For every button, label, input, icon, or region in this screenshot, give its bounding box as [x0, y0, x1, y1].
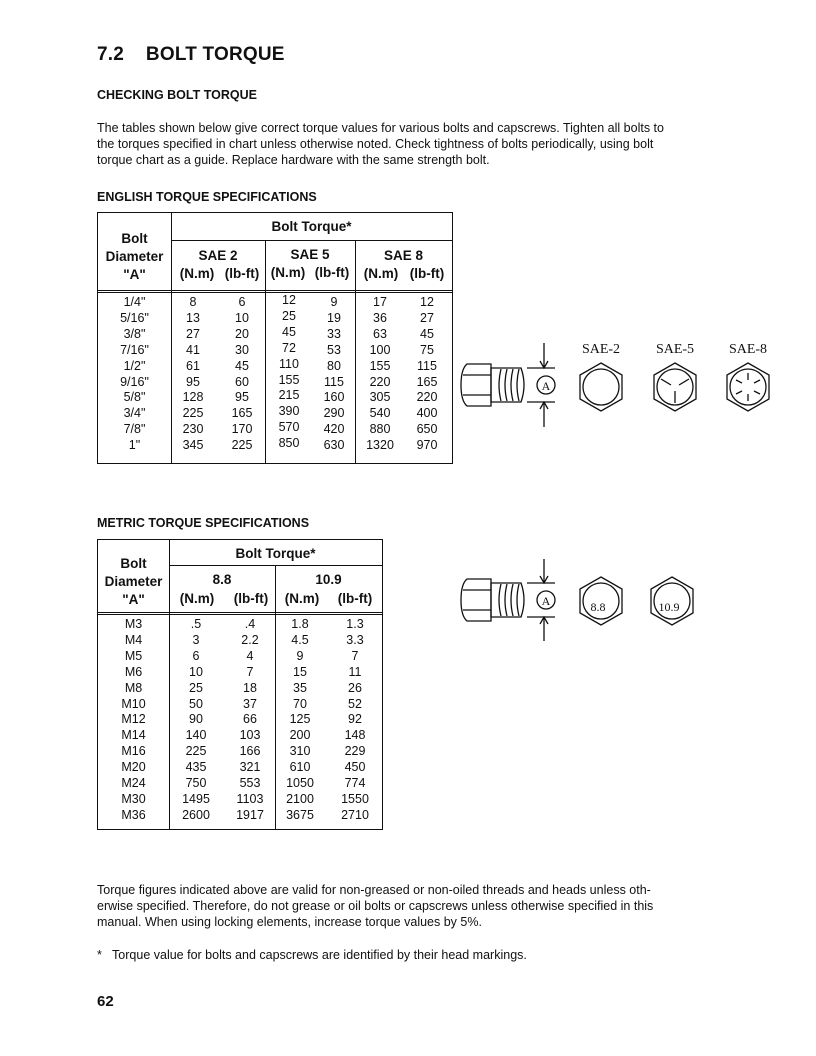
table-cell: 225	[185, 744, 207, 759]
table-cell: .5	[190, 617, 202, 631]
english-specs-heading: ENGLISH TORQUE SPECIFICATIONS	[97, 190, 317, 204]
table-cell: M6	[124, 664, 143, 679]
table-cell: 4.5	[291, 632, 309, 647]
table-cell: 7/16"	[120, 342, 149, 357]
table-cell: 50	[189, 696, 203, 711]
table-cell: 60	[235, 374, 249, 389]
table-cell: 3/8"	[123, 326, 146, 341]
table-cell: 3675	[286, 807, 314, 822]
table-cell: 27	[420, 310, 434, 325]
table-cell: 52	[348, 696, 362, 711]
table-cell: 200	[289, 728, 311, 743]
column-sae2-nm	[175, 295, 211, 454]
header-line: "A"	[122, 592, 145, 607]
table-cell: 1"	[128, 438, 141, 453]
dimension-a-label: A	[541, 594, 551, 608]
table-cell: 63	[373, 326, 387, 341]
column-10-9-nm	[280, 617, 320, 824]
table-cell: M12	[121, 712, 146, 727]
grade-10-9-head-label: 10.9	[658, 600, 680, 614]
sae5-head-icon	[654, 363, 696, 411]
table-cell: 160	[323, 390, 345, 405]
column-sae5-nm	[271, 293, 307, 452]
table-cell: 1/4"	[123, 295, 146, 309]
table-cell: 2600	[182, 807, 210, 822]
table-cell: M30	[121, 791, 146, 806]
table-cell: 25	[282, 308, 296, 323]
header-line: Diameter	[105, 249, 164, 264]
table-cell: 165	[416, 374, 438, 389]
bolt-diameter-header	[98, 555, 169, 609]
table-cell: .4	[244, 617, 256, 631]
intro-line: torque chart as a guide. Replace hardware with the same strength bolt.	[97, 153, 490, 167]
table-cell: 61	[186, 358, 200, 373]
table-cell: 45	[420, 326, 434, 341]
table-cell: 435	[185, 760, 207, 775]
table-cell: 18	[243, 680, 257, 695]
table-cell: M36	[121, 807, 146, 822]
table-cell: M24	[121, 776, 146, 791]
table-cell: 7/8"	[123, 422, 146, 437]
sae8-head-label: SAE-8	[728, 342, 768, 357]
table-cell: 1050	[286, 776, 314, 791]
intro-line: the torques specified in chart unless otherwise noted. Check tightness of bolts periodically, using bolt	[97, 137, 654, 151]
table-cell: 3	[192, 632, 200, 647]
table-cell: 19	[327, 310, 341, 325]
table-cell: 36	[373, 310, 387, 325]
sae5-head-label: SAE-5	[655, 342, 695, 357]
table-cell: M20	[121, 760, 146, 775]
table-cell: 33	[327, 326, 341, 341]
table-cell: 80	[327, 358, 341, 373]
table-cell: 7	[246, 664, 254, 679]
table-cell: 140	[185, 728, 207, 743]
table-cell: 110	[279, 356, 299, 371]
table-cell: 17	[373, 295, 387, 309]
metric-specs-heading: METRIC TORQUE SPECIFICATIONS	[97, 516, 310, 530]
divider	[169, 565, 382, 566]
header-line: Bolt	[120, 556, 147, 571]
table-cell: 9/16"	[120, 374, 149, 389]
table-cell: 225	[182, 406, 204, 421]
table-cell: 37	[243, 696, 257, 711]
table-cell: 215	[278, 388, 300, 403]
table-cell: 220	[416, 390, 438, 405]
table-cell: 3.3	[346, 632, 364, 647]
table-cell: 1495	[182, 791, 210, 806]
table-cell: 230	[182, 422, 204, 437]
table-cell: 7	[351, 648, 359, 663]
table-cell: 310	[289, 744, 311, 759]
column-sae2-lbft	[224, 295, 260, 454]
table-cell: M10	[121, 696, 146, 711]
grade-header-sae5: SAE 5	[290, 247, 330, 262]
table-cell: 2.2	[241, 632, 259, 647]
column-sae8-lbft	[407, 295, 447, 454]
table-cell: 570	[278, 420, 300, 435]
table-cell: 26	[348, 680, 362, 695]
table-cell: 30	[235, 342, 249, 357]
table-cell: 10	[235, 310, 249, 325]
table-cell: 20	[235, 326, 249, 341]
page-number: 62	[97, 993, 114, 1010]
table-cell: 5/8"	[123, 390, 146, 405]
metric-bolt-head-diagram	[455, 555, 715, 655]
footnote-line: manual. When using locking elements, increase torque values by 5%.	[97, 915, 482, 929]
table-cell: 553	[239, 776, 261, 791]
header-rule	[98, 612, 382, 615]
divider	[171, 240, 452, 241]
table-cell: 27	[186, 326, 200, 341]
table-cell: 650	[416, 422, 438, 437]
table-cell: 540	[369, 406, 391, 421]
table-cell: 3/4"	[123, 406, 146, 421]
table-cell: 610	[289, 760, 311, 775]
intro-paragraph	[97, 120, 664, 168]
sae2-head-label: SAE-2	[581, 342, 621, 357]
table-cell: 70	[293, 696, 307, 711]
table-cell: 128	[182, 390, 204, 405]
table-cell: 880	[369, 422, 391, 437]
table-cell: 45	[235, 358, 249, 373]
table-cell: 9	[296, 648, 304, 663]
table-cell: 148	[344, 728, 366, 743]
grade-header-sae2: SAE 2	[198, 248, 238, 263]
table-cell: 45	[282, 324, 296, 339]
table-cell: 4	[246, 648, 254, 663]
bolt-diameter-header	[98, 230, 171, 284]
unit-nm: (N.m)	[179, 591, 215, 606]
column-bolt-size	[98, 295, 171, 454]
dimension-a-label: A	[541, 379, 551, 393]
header-line: Bolt	[121, 231, 148, 246]
table-cell: 970	[416, 438, 438, 453]
bolt-torque-header: Bolt Torque*	[235, 546, 316, 561]
table-cell: 125	[289, 712, 311, 727]
table-cell: 1.3	[346, 617, 364, 631]
unit-lbft: (lb-ft)	[233, 591, 269, 606]
table-cell: 11	[348, 664, 362, 679]
table-cell: M8	[124, 680, 143, 695]
unit-nm: (N.m)	[270, 265, 306, 280]
footnote-line: Torque figures indicated above are valid for non-greased or non-oiled threads and heads unless oth-	[97, 883, 651, 897]
table-cell: 630	[323, 438, 345, 453]
unit-lbft: (lb-ft)	[314, 265, 350, 280]
intro-line: The tables shown below give correct torque values for various bolts and capscrews. Tighten all bolts to	[97, 121, 664, 135]
table-cell: M14	[121, 728, 146, 743]
footnote-paragraph	[97, 882, 653, 930]
table-cell: 25	[189, 680, 203, 695]
unit-lbft: (lb-ft)	[337, 591, 373, 606]
table-cell: 1103	[236, 791, 264, 806]
table-cell: 100	[369, 342, 391, 357]
table-cell: 155	[369, 358, 391, 373]
grade-header-8-8: 8.8	[212, 572, 232, 587]
english-torque-table	[97, 212, 453, 464]
divider	[355, 241, 356, 463]
table-cell: 750	[185, 776, 207, 791]
grade-header-sae8: SAE 8	[383, 248, 424, 263]
bolt-torque-header: Bolt Torque*	[271, 219, 352, 234]
table-cell: M3	[124, 617, 143, 631]
table-cell: 12	[282, 293, 296, 307]
table-cell: 115	[417, 358, 437, 373]
table-cell: 450	[344, 760, 366, 775]
table-cell: 305	[369, 390, 391, 405]
table-cell: 13	[186, 310, 200, 325]
sae-bolt-head-diagram	[455, 335, 785, 435]
table-cell: 6	[238, 295, 246, 309]
sae8-head-icon	[727, 363, 769, 411]
table-cell: 9	[330, 295, 338, 309]
column-sae5-lbft	[316, 295, 352, 454]
table-cell: 103	[239, 728, 261, 743]
table-cell: 345	[182, 438, 204, 453]
table-cell: 41	[186, 342, 200, 357]
table-cell: 115	[324, 374, 344, 389]
unit-lbft: (lb-ft)	[224, 266, 260, 281]
table-cell: 1917	[236, 807, 264, 822]
table-cell: 229	[344, 744, 366, 759]
sae2-head-icon	[580, 363, 622, 411]
column-bolt-size	[98, 617, 169, 824]
table-cell: M5	[124, 648, 143, 663]
table-cell: 2100	[286, 791, 314, 806]
table-cell: 8	[189, 295, 197, 309]
table-cell: 170	[231, 422, 253, 437]
section-heading: 7.2 BOLT TORQUE	[97, 44, 285, 65]
metric-torque-table	[97, 539, 383, 830]
table-cell: 225	[231, 438, 253, 453]
column-8-8-nm	[176, 617, 216, 824]
unit-nm: (N.m)	[179, 266, 215, 281]
table-cell: 95	[235, 390, 249, 405]
table-cell: 321	[239, 760, 261, 775]
table-cell: 774	[344, 776, 366, 791]
table-cell: 850	[278, 436, 300, 451]
unit-nm: (N.m)	[363, 266, 399, 281]
unit-lbft: (lb-ft)	[409, 266, 445, 281]
table-cell: 10	[189, 664, 203, 679]
table-cell: M16	[121, 744, 146, 759]
checking-bolt-torque-heading: CHECKING BOLT TORQUE	[97, 88, 257, 102]
table-cell: 12	[420, 295, 434, 309]
table-cell: 72	[282, 340, 296, 355]
table-cell: 66	[243, 712, 257, 727]
table-cell: 90	[189, 712, 203, 727]
column-sae8-nm	[360, 295, 400, 454]
unit-nm: (N.m)	[284, 591, 320, 606]
table-cell: 1.8	[291, 617, 309, 631]
header-line: Diameter	[104, 574, 163, 589]
table-cell: 400	[416, 406, 438, 421]
table-cell: 95	[186, 374, 200, 389]
table-cell: 92	[348, 712, 362, 727]
grade-header-10-9: 10.9	[315, 572, 342, 587]
grade-8-8-head-label: 8.8	[590, 600, 606, 614]
table-cell: 1550	[341, 791, 369, 806]
column-8-8-lbft	[230, 617, 270, 824]
table-cell: 290	[323, 406, 345, 421]
table-cell: 53	[327, 342, 341, 357]
table-cell: 15	[293, 664, 307, 679]
table-cell: 6	[192, 648, 200, 663]
table-cell: 5/16"	[120, 310, 149, 325]
table-cell: 166	[239, 744, 261, 759]
header-line: "A"	[123, 267, 146, 282]
table-cell: 35	[293, 680, 307, 695]
column-10-9-lbft	[335, 617, 375, 824]
table-cell: M4	[124, 632, 143, 647]
table-cell: 390	[278, 404, 300, 419]
footnote-line: erwise specified. Therefore, do not grease or oil bolts or capscrews unless otherwise specified in this	[97, 899, 654, 913]
table-cell: 420	[323, 422, 345, 437]
table-cell: 1/2"	[123, 358, 146, 373]
table-cell: 220	[369, 374, 391, 389]
table-cell: 165	[231, 406, 253, 421]
table-cell: 2710	[341, 807, 369, 822]
asterisk-note: * Torque value for bolts and capscrews are identified by their head markings.	[97, 948, 527, 962]
table-cell: 155	[278, 372, 300, 387]
table-cell: 1320	[366, 438, 394, 453]
table-cell: 75	[420, 342, 434, 357]
